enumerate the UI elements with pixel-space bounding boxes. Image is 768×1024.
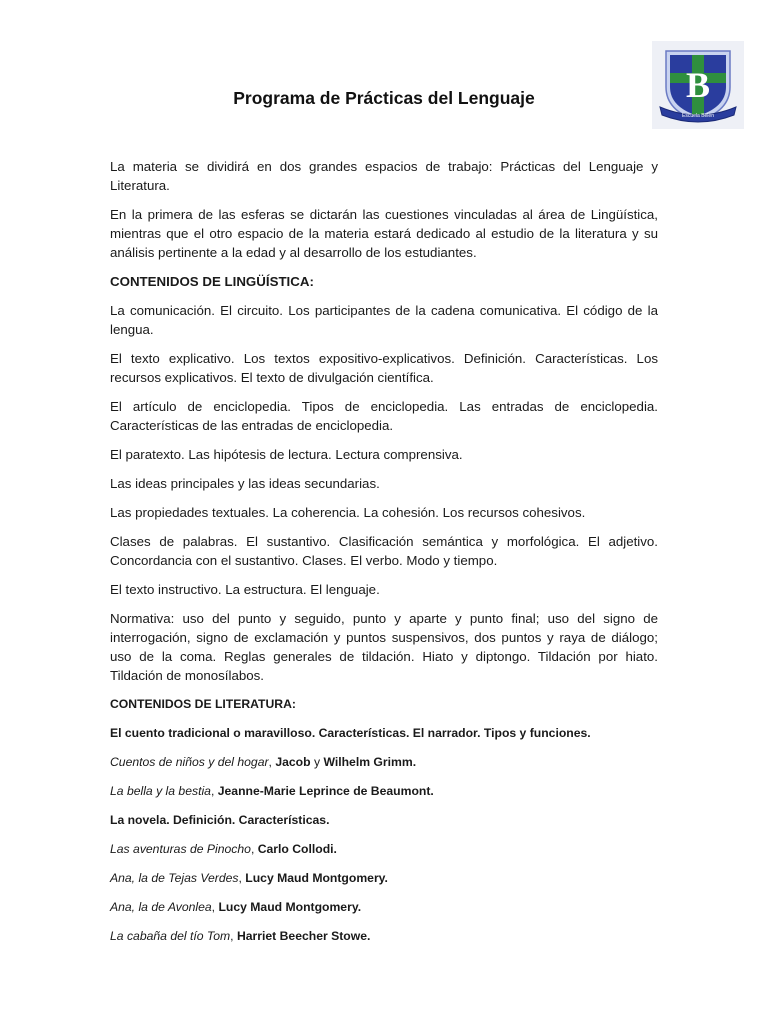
work-author: Lucy Maud Montgomery. bbox=[218, 900, 362, 914]
work-author: Jeanne-Marie Leprince de Beaumont. bbox=[217, 784, 434, 798]
literatura-heading: CONTENIDOS DE LITERATURA: bbox=[110, 697, 296, 711]
work-title: La bella y la bestia bbox=[110, 784, 211, 798]
page-title: Programa de Prácticas del Lenguaje bbox=[233, 88, 535, 108]
literatura-item-text: El cuento tradicional o maravilloso. Características. El narrador. Tipos y funciones. bbox=[110, 726, 591, 740]
school-crest-logo bbox=[652, 41, 744, 129]
linguistica-item: El artículo de enciclopedia. Tipos de enciclopedia. Las entradas de enciclopedia. Características de las entradas de enciclopedia. bbox=[110, 399, 658, 433]
work-author: Lucy Maud Montgomery. bbox=[245, 871, 388, 885]
linguistica-heading: CONTENIDOS DE LINGÜÍSTICA: bbox=[110, 274, 314, 289]
work-title: La cabaña del tío Tom bbox=[110, 929, 231, 943]
literatura-item bbox=[110, 724, 658, 743]
linguistica-item: El texto instructivo. La estructura. El lenguaje. bbox=[110, 582, 380, 597]
work-sep: , bbox=[268, 755, 276, 769]
work-author: Wilhelm Grimm. bbox=[323, 755, 417, 769]
linguistica-item: La comunicación. El circuito. Los participantes de la cadena comunicativa. El código de la lengua. bbox=[110, 303, 658, 337]
crest-icon bbox=[652, 41, 744, 129]
work-author: Carlo Collodi. bbox=[257, 842, 337, 856]
literatura-work bbox=[110, 927, 658, 946]
svg-text:Escuela Belén: Escuela Belén bbox=[682, 113, 714, 119]
literatura-work bbox=[110, 753, 658, 772]
literatura-item-text: La novela. Definición. Características. bbox=[110, 813, 330, 827]
work-title: Cuentos de niños y del hogar bbox=[110, 755, 269, 769]
linguistica-item: El paratexto. Las hipótesis de lectura. Lectura comprensiva. bbox=[110, 447, 463, 462]
work-title: Ana, la de Avonlea bbox=[110, 900, 212, 914]
work-sep: , bbox=[250, 842, 258, 856]
work-sep: , bbox=[210, 784, 218, 798]
work-author: Harriet Beecher Stowe. bbox=[236, 929, 371, 943]
linguistica-item: Normativa: uso del punto y seguido, punto y aparte y punto final; uso del signo de interrogación, signo de exclamación y puntos suspensivos, dos puntos y raya de diálogo; uso de la coma. Reglas generales de tildación. Hiato y diptongo. Tildación por hiato. Tildación de monosílabos. bbox=[110, 611, 658, 683]
literatura-work bbox=[110, 898, 658, 917]
work-sep: , bbox=[230, 929, 237, 943]
work-sep: , bbox=[238, 871, 246, 885]
work-title: Ana, la de Tejas Verdes bbox=[110, 871, 239, 885]
linguistica-item: Clases de palabras. El sustantivo. Clasificación semántica y morfológica. El adjetivo. Concordancia con el sustantivo. Clases. El verbo. Modo y tiempo. bbox=[110, 534, 658, 568]
work-author: Jacob bbox=[275, 755, 311, 769]
document-body bbox=[110, 157, 658, 956]
work-title: Las aventuras de Pinocho bbox=[110, 842, 251, 856]
intro-paragraph-2: En la primera de las esferas se dictarán las cuestiones vinculadas al área de Lingüística, mientras que el otro espacio de la materia estará dedicado al estudio de la literatura y su análisis pertinente a la edad y al desarrollo de los estudiantes. bbox=[110, 207, 658, 260]
literatura-work bbox=[110, 869, 658, 888]
linguistica-item: Las ideas principales y las ideas secundarias. bbox=[110, 476, 380, 491]
literatura-work bbox=[110, 840, 658, 859]
linguistica-item: Las propiedades textuales. La coherencia. La cohesión. Los recursos cohesivos. bbox=[110, 505, 586, 520]
work-sep: , bbox=[211, 900, 219, 914]
linguistica-item: El texto explicativo. Los textos expositivo-explicativos. Definición. Características. Los recursos explicativos. El texto de divulgación científica. bbox=[110, 351, 658, 385]
intro-paragraph-1: La materia se dividirá en dos grandes espacios de trabajo: Prácticas del Lenguaje y Literatura. bbox=[110, 159, 658, 193]
work-conj: y bbox=[310, 755, 324, 769]
svg-text:B: B bbox=[685, 65, 711, 105]
literatura-item bbox=[110, 811, 658, 830]
literatura-work bbox=[110, 782, 658, 801]
